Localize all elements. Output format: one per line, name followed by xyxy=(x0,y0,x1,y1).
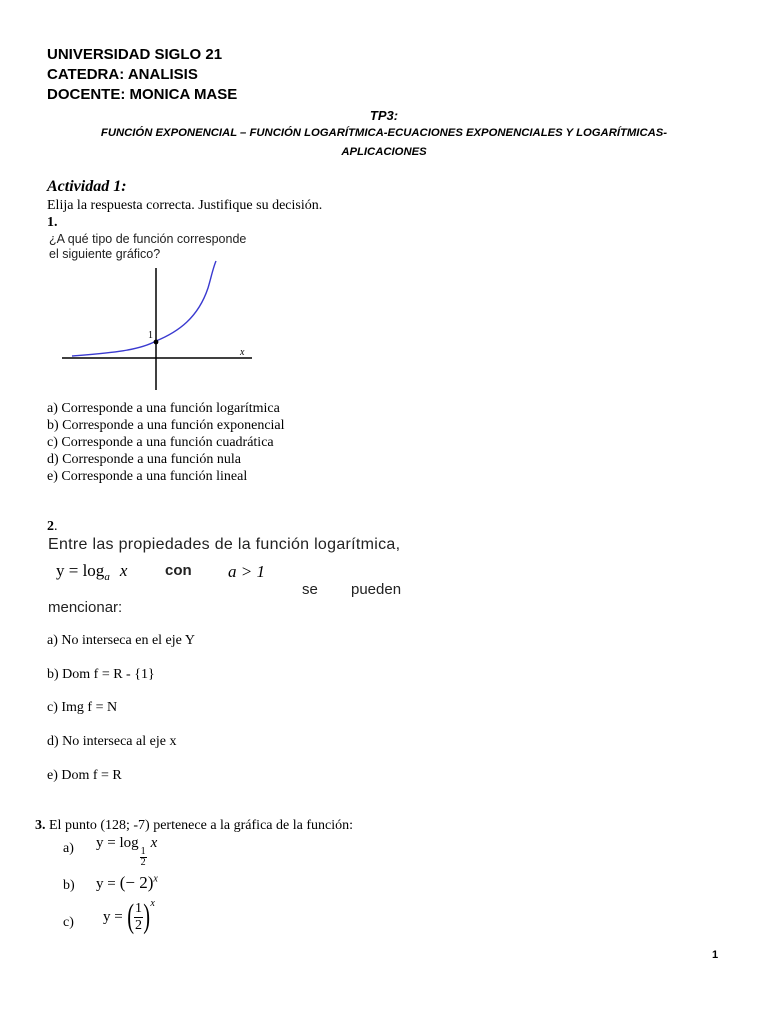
q2-option-d: d) No interseca al eje x xyxy=(47,734,177,749)
q2-option-e: e) Dom f = R xyxy=(47,768,122,783)
q3-option-a-label: a) xyxy=(63,841,74,856)
question-2-con: con xyxy=(165,562,192,579)
activity-instruction: Elija la respuesta correcta. Justifique su decisión. xyxy=(47,198,323,213)
y-intercept-point xyxy=(154,340,159,345)
question-2-number-dot: . xyxy=(54,519,58,534)
page-number: 1 xyxy=(712,949,719,961)
question-2-condition: a > 1 xyxy=(228,562,265,581)
chair-name: CATEDRA: ANALISIS xyxy=(47,66,198,83)
q1-option-c: c) Corresponde a una función cuadrática xyxy=(47,435,274,450)
question-3-number: 3. xyxy=(35,818,46,833)
q3-c-den: 2 xyxy=(135,917,143,933)
q3-a-lhs: y = log xyxy=(96,835,139,851)
q3-option-b-label: b) xyxy=(63,878,75,893)
question-3-statement: El punto (128; -7) pertenece a la gráfica de la función: xyxy=(49,818,353,833)
q2-option-c: c) Img f = N xyxy=(47,700,118,715)
question-2-intro: Entre las propiedades de la función logarítmica, xyxy=(48,536,401,553)
question-1-options xyxy=(47,400,285,485)
tp-title: TP3: xyxy=(369,108,399,123)
q3-option-a-formula xyxy=(96,835,157,868)
q1-option-a: a) Corresponde a una función logarítmica xyxy=(47,401,280,416)
formula-lhs: y = log xyxy=(56,561,105,580)
q3-c-left-paren: ( xyxy=(126,898,134,935)
q3-a-base-den: 2 xyxy=(140,857,146,868)
q3-option-c-formula xyxy=(103,900,155,934)
exponential-curve xyxy=(72,261,216,356)
q3-b-body: (− 2) xyxy=(119,873,154,892)
q3-a-base-num: 1 xyxy=(140,846,146,857)
subtitle-line-1: FUNCIÓN EXPONENCIAL – FUNCIÓN LOGARÍTMICA-ECUACIONES EXPONENCIALES Y LOGARÍTMICAS- xyxy=(100,127,668,139)
q1-option-d: d) Corresponde a una función nula xyxy=(47,452,241,467)
q2-option-b: b) Dom f = R - {1} xyxy=(47,667,155,682)
q3-option-b-formula xyxy=(96,873,158,893)
activity-title: Actividad 1: xyxy=(47,178,127,195)
q2-option-a: a) No interseca en el eje Y xyxy=(47,633,195,648)
q3-c-num: 1 xyxy=(135,900,143,916)
question-2-pueden: pueden xyxy=(351,581,402,598)
q3-c-exp: x xyxy=(150,898,155,909)
q3-c-lhs: y = xyxy=(103,908,123,925)
university-name: UNIVERSIDAD SIGLO 21 xyxy=(47,46,223,63)
q3-c-right-paren: ) xyxy=(143,898,151,935)
formula-base: a xyxy=(104,571,110,584)
question-1-line-1: ¿A qué tipo de función corresponde xyxy=(49,232,247,246)
formula-var: x xyxy=(119,561,128,580)
q3-b-exp: x xyxy=(153,873,158,885)
y-intercept-label: 1 xyxy=(148,330,153,341)
question-3-text xyxy=(35,817,353,834)
exponential-graph xyxy=(58,258,258,393)
q3-a-var: x xyxy=(150,835,158,851)
q1-option-e: e) Corresponde a una función lineal xyxy=(47,469,248,484)
q3-a-base xyxy=(140,847,147,868)
question-2-formula xyxy=(56,561,127,583)
subtitle-line-2: APLICACIONES xyxy=(341,146,427,158)
teacher-name: DOCENTE: MONICA MASE xyxy=(47,86,238,103)
question-2-se: se xyxy=(302,581,318,598)
q3-b-lhs: y = xyxy=(96,876,116,892)
question-1-number: 1. xyxy=(47,215,58,230)
q1-option-b: b) Corresponde a una función exponencial xyxy=(47,418,285,433)
q3-option-c-label: c) xyxy=(63,915,74,930)
question-2-number xyxy=(47,518,58,535)
question-2-mencionar: mencionar: xyxy=(48,599,123,616)
question-2-number-digit: 2 xyxy=(47,519,54,534)
x-axis-label: x xyxy=(240,347,245,358)
question-1-line-2: el siguiente gráfico? xyxy=(49,247,161,261)
q3-c-fraction xyxy=(134,901,143,934)
